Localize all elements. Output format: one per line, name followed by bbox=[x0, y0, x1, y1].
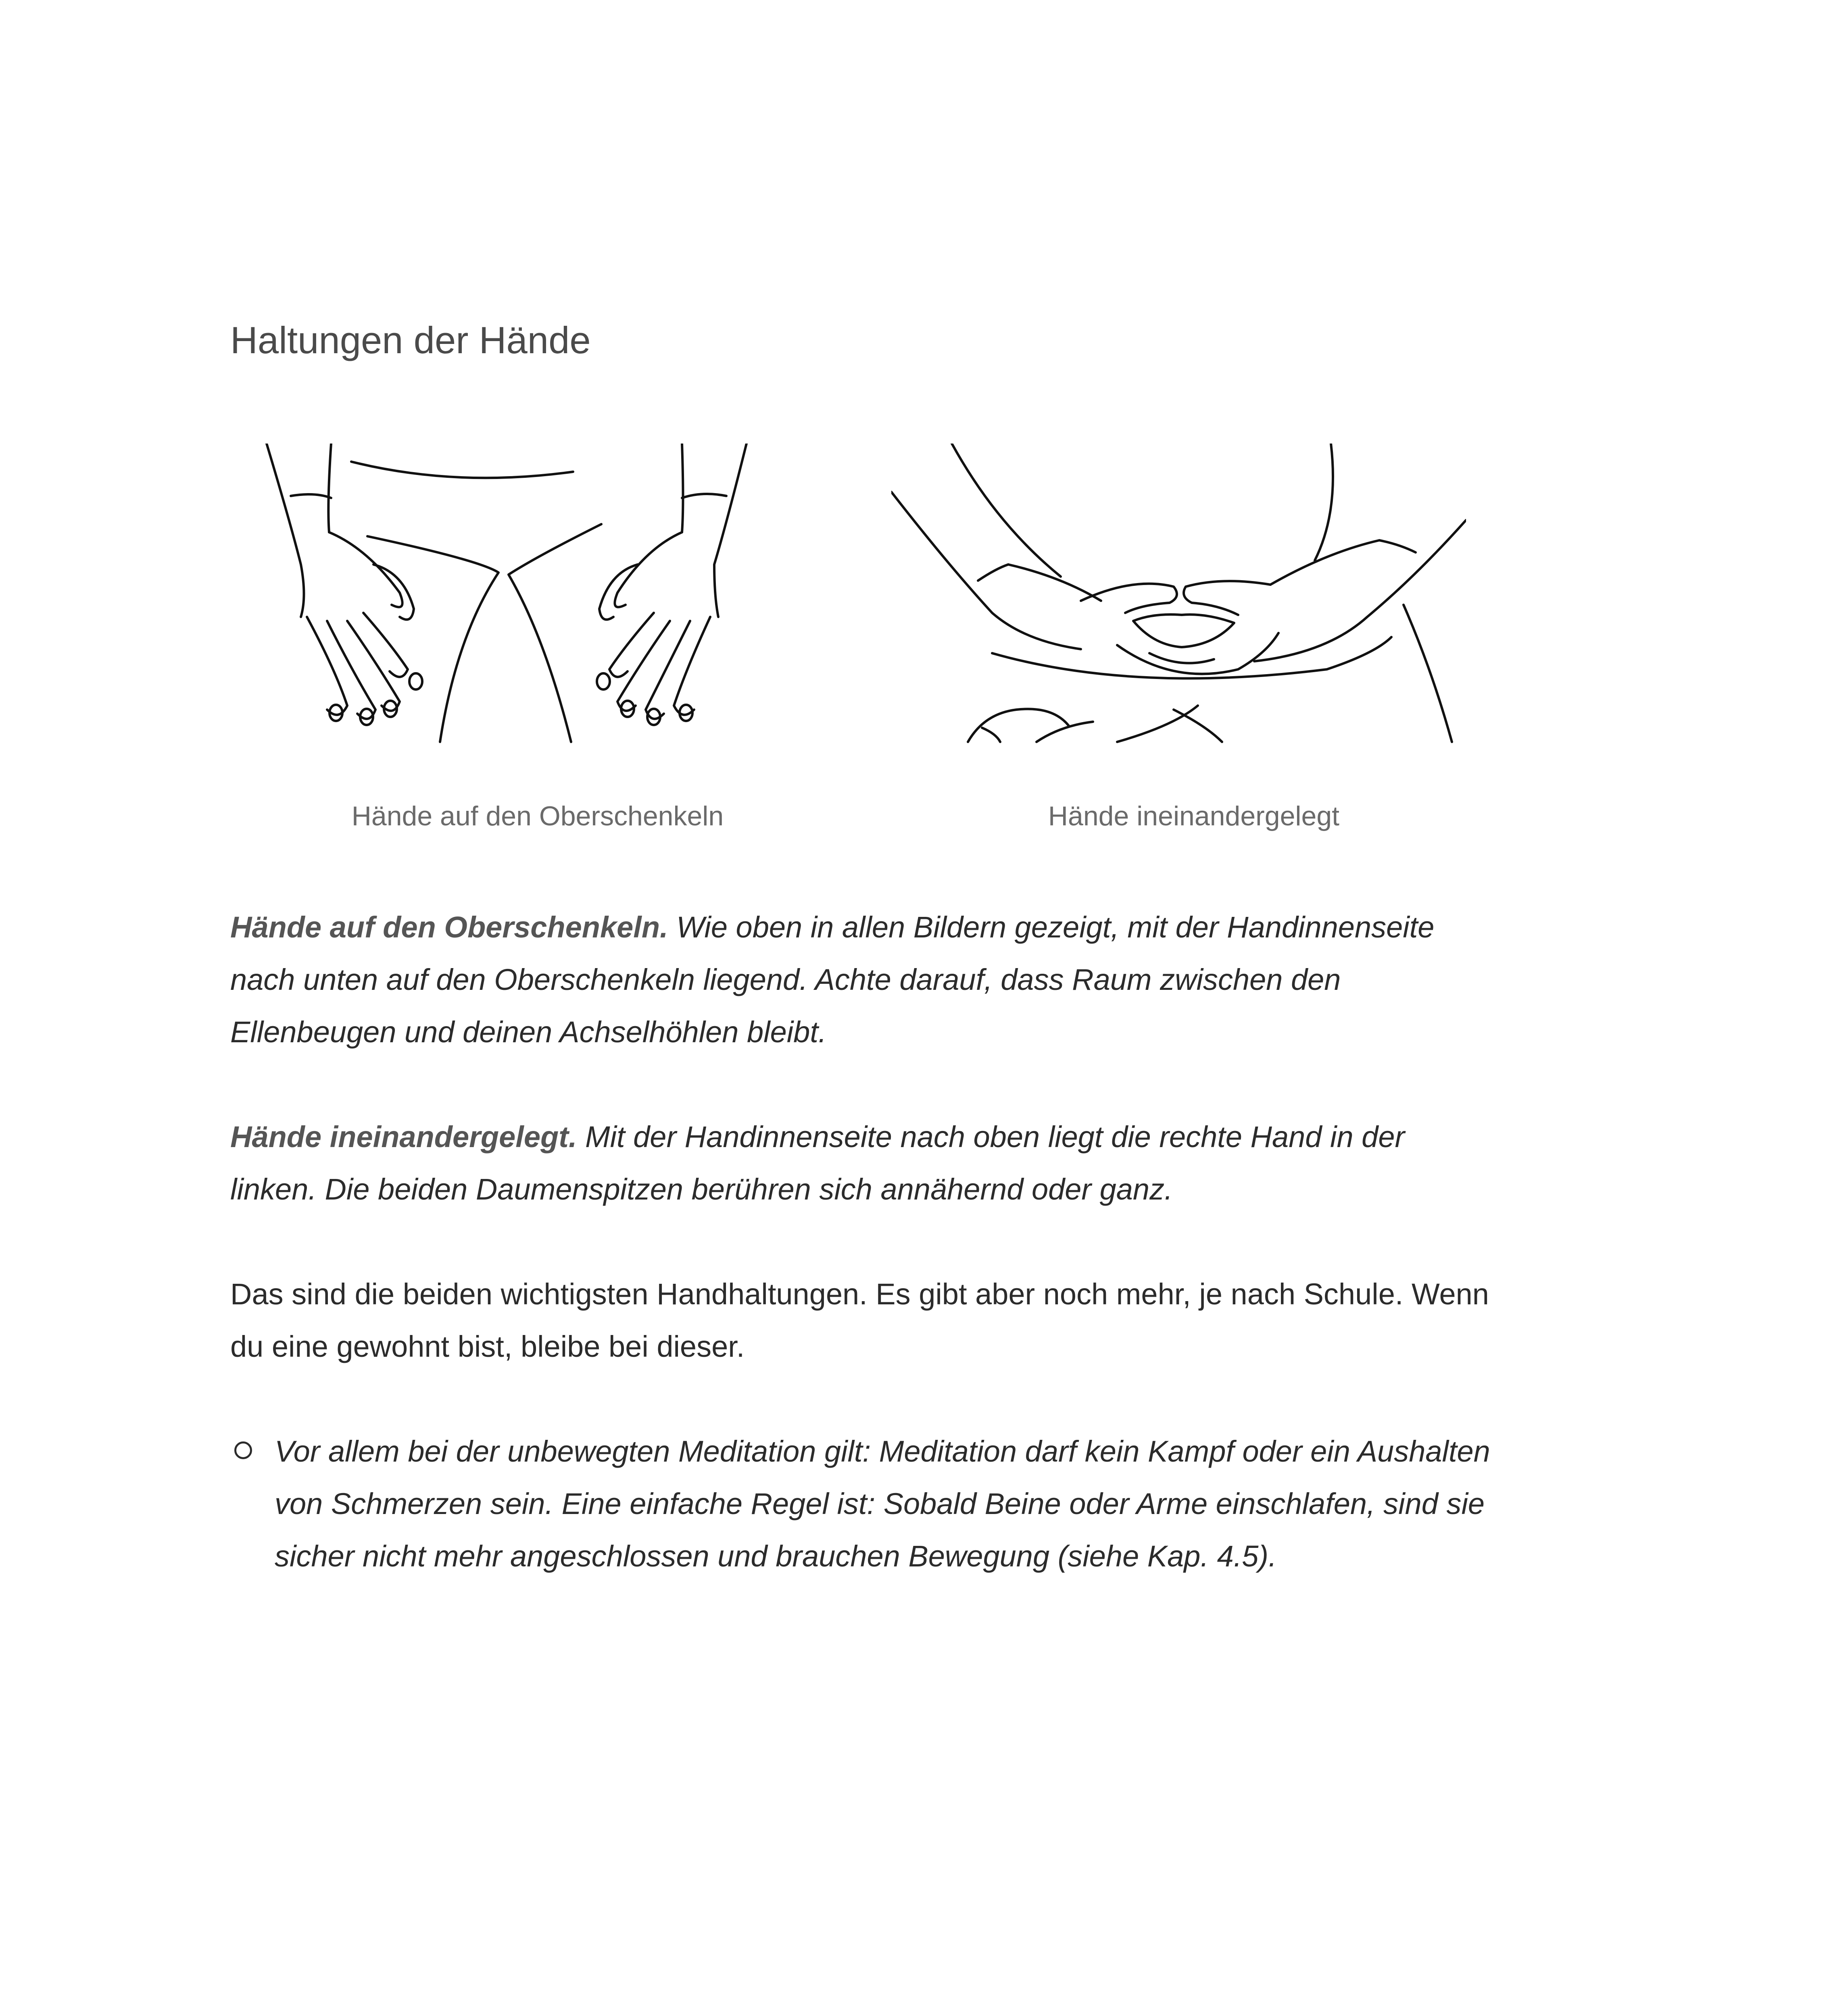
paragraph-lead-hands-on-thighs: Hände auf den Oberschenkeln. bbox=[230, 910, 668, 944]
caption-hands-on-thighs: Hände auf den Oberschenkeln bbox=[351, 801, 724, 831]
right-finger-3 bbox=[617, 621, 670, 711]
illustration-hands-on-thighs bbox=[230, 444, 781, 750]
left-finger-4 bbox=[363, 613, 408, 677]
right-inner-thigh bbox=[509, 524, 601, 742]
circle-bullet-icon bbox=[234, 1441, 252, 1459]
palm-opening bbox=[1133, 614, 1234, 647]
right-sleeve-cuff bbox=[1379, 540, 1416, 552]
illustration-hands-folded bbox=[891, 444, 1466, 750]
ankle-crossing bbox=[1117, 706, 1198, 742]
left-torso-line bbox=[952, 444, 1061, 577]
left-finger-1 bbox=[307, 617, 347, 715]
right-finger-4 bbox=[609, 613, 654, 677]
paragraph-body-hands-folded: Mit der Handinnenseite nach oben liegt die rechte Hand in der linken. Die beiden Daumenspitzen berühren sich annähernd oder ganz. bbox=[230, 1120, 1405, 1206]
left-thumb bbox=[373, 564, 414, 620]
left-arm-inner bbox=[328, 444, 331, 532]
right-wrist-cuff bbox=[682, 494, 726, 498]
left-nail-4 bbox=[409, 673, 422, 689]
right-nail-4 bbox=[597, 673, 610, 689]
paragraph-hands-folded bbox=[230, 1111, 1493, 1216]
paragraph-hands-on-thighs bbox=[230, 901, 1493, 1058]
note-text: Vor allem bei der unbewegten Meditation gilt: Meditation darf kein Kampf oder ein Aushalten von Schmerzen sein. Eine einfache Regel ist: Sobald Beine oder Arme einschlafen, sind sie sicher nicht mehr angeschlossen und brauchen Bewegung (siehe Kap. 4.5). bbox=[275, 1435, 1490, 1573]
right-finger-1 bbox=[674, 617, 710, 715]
paragraph-body-hands-on-thighs: Wie oben in allen Bildern gezeigt, mit der Handinnenseite nach unten auf den Oberschenkeln liegend. Achte darauf, dass Raum zwischen den Ellenbeugen und deinen Achselhöhlen bleibt. bbox=[230, 910, 1435, 1049]
paragraph-lead-hands-folded: Hände ineinandergelegt. bbox=[230, 1120, 577, 1154]
toe-lines bbox=[982, 728, 1000, 742]
caption-hands-folded: Hände ineinandergelegt bbox=[1048, 801, 1340, 831]
lower-hand-fingers bbox=[1117, 633, 1278, 674]
upper-hand-fingers bbox=[1149, 653, 1214, 663]
hands-on-thighs-drawing bbox=[230, 444, 781, 750]
right-arm-upper bbox=[1254, 520, 1466, 661]
left-hand-back bbox=[329, 532, 403, 607]
right-forearm bbox=[1270, 540, 1379, 585]
left-wrist-cuff bbox=[291, 494, 331, 498]
left-finger-3 bbox=[347, 621, 400, 711]
right-arm-inner bbox=[682, 444, 683, 532]
left-forearm bbox=[1008, 564, 1101, 601]
foot-left bbox=[968, 709, 1069, 742]
right-thigh-line bbox=[1404, 605, 1452, 742]
right-arm-outer bbox=[714, 444, 747, 617]
paragraph-main-postures: Das sind die beiden wichtigsten Handhaltungen. Es gibt aber noch mehr, je nach Schule. Wenn du eine gewohnt bist, bleibe bei dieser. bbox=[230, 1277, 1489, 1363]
right-torso-line bbox=[1315, 444, 1333, 560]
right-thumb bbox=[1184, 581, 1270, 615]
left-sleeve-cuff bbox=[978, 564, 1008, 581]
note-block bbox=[230, 1425, 1493, 1583]
foot-right bbox=[1037, 722, 1093, 742]
hands-folded-drawing bbox=[891, 444, 1466, 750]
left-arm-outer bbox=[267, 444, 304, 617]
waistband-line bbox=[351, 462, 573, 478]
section-heading: Haltungen der Hände bbox=[230, 319, 591, 361]
leg-line bbox=[1174, 710, 1222, 742]
